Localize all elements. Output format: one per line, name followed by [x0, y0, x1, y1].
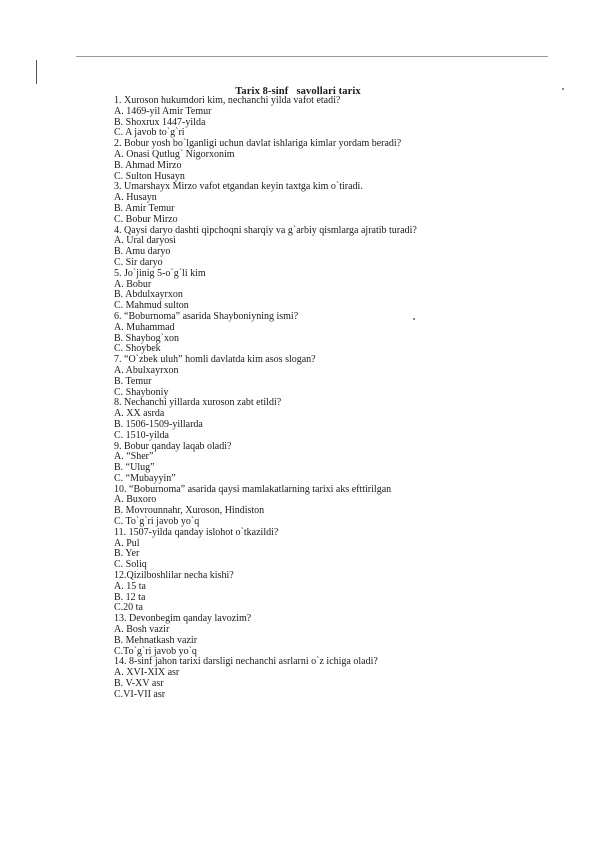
answer-option: B. Shaybog`xon	[114, 332, 179, 344]
answer-option: C. Soliq	[114, 559, 147, 571]
answer-option: B. Amir Temur	[114, 202, 175, 214]
page-title: Tarix 8-sinf savollari tarix	[235, 86, 361, 97]
question-text: 3. Umarshayx Mirzo vafot etgandan keyin taxtga kim o`tiradi.	[114, 181, 363, 193]
question-text: 5. Jo`jinig 5-o`g`li kim	[114, 267, 206, 279]
answer-option: C. 1510-yilda	[114, 429, 169, 441]
scan-border-top	[76, 56, 548, 57]
answer-option: C. Shayboniy	[114, 386, 169, 398]
answer-option: A. Bosh vazir	[114, 624, 170, 636]
answer-option: A. Ural daryosi	[114, 235, 176, 247]
answer-option: A. Muhammad	[114, 321, 175, 333]
answer-option: A. Buxoro	[114, 494, 157, 506]
answer-option: C.VI-VII asr	[114, 688, 166, 700]
question-text: 10. “Boburnoma” asarida qaysi mamlakatlarning tarixi aks efttirilgan	[114, 483, 392, 495]
question-text: 6. “Boburnoma” asarida Shayboniyning ismi?	[114, 310, 299, 322]
answer-option: A. Abulxayrxon	[114, 364, 179, 376]
answer-option: A. XVI-XIX asr	[114, 667, 180, 679]
answer-option: C. To`g`ri javob yo`q	[114, 516, 200, 528]
answer-option: B. Shoxrux 1447-yilda	[114, 116, 206, 128]
answer-option: B. Yer	[114, 548, 140, 560]
answer-option: C.20 ta	[114, 602, 143, 614]
answer-option: A. 1469-yil Amir Temur	[114, 105, 212, 117]
question-text: 1. Xuroson hukumdori kim, nechanchi yilda vafot etadi?	[114, 95, 341, 106]
answer-option: C. Sir daryo	[114, 256, 163, 268]
question-text: 4. Qaysi daryo dashti qipchoqni sharqiy va g`arbiy qismlarga ajratib turadi?	[114, 224, 417, 236]
question-text: 13. Devonbegim qanday lavozim?	[114, 613, 252, 625]
question-text: 11. 1507-yilda qanday islohot o`tkazildi?	[114, 526, 279, 538]
answer-option: A. Husayn	[114, 192, 157, 204]
answer-option: C. “Mubayyin”	[114, 472, 176, 484]
answer-option: A. Onasi Qutlug` Nigorxonim	[114, 148, 235, 160]
answer-option: B. Ahmad Mirzo	[114, 159, 182, 171]
question-text: 9. Bobur qanday laqab oladi?	[114, 440, 232, 452]
answer-option: B. Abdulxayrxon	[114, 289, 183, 301]
answer-option: C. Shoybek	[114, 343, 161, 355]
question-text: 12.Qizilboshlilar necha kishi?	[114, 570, 234, 582]
answer-option: A. 15 ta	[114, 580, 146, 592]
answer-option: B. V-XV asr	[114, 678, 164, 690]
answer-option: A. Bobur	[114, 278, 152, 290]
answer-option: C. Mahmud sulton	[114, 300, 189, 312]
answer-option: B. Amu daryo	[114, 246, 171, 258]
answer-option: B. Mehnatkash vazir	[114, 634, 198, 646]
answer-option: B. “Ulug”	[114, 462, 155, 474]
answer-option: B. Movrounnahr, Xuroson, Hindiston	[114, 505, 265, 517]
scan-border-left	[36, 60, 37, 84]
question-list	[114, 96, 544, 701]
question-text: 8. Nechanchi yillarda xuroson zabt etildi?	[114, 397, 282, 409]
answer-option: C.To`g`ri javob yo`q	[114, 645, 197, 657]
answer-option: A. Pul	[114, 537, 140, 549]
answer-option: C. Sulton Husayn	[114, 170, 185, 182]
answer-option: A. XX asrda	[114, 408, 165, 420]
question-text: 14. 8-sinf jahon tarixi darsligi nechanchi asrlarni o`z ichiga oladi?	[114, 656, 378, 668]
answer-option: C. A javob to`g`ri	[114, 127, 185, 139]
answer-option: B. 1506-1509-yillarda	[114, 418, 203, 430]
answer-option: B. 12 ta	[114, 591, 146, 603]
answer-option: B. Temur	[114, 375, 152, 387]
question-text: 2. Bobur yosh bo`lganligi uchun davlat ishlariga kimlar yordam beradi?	[114, 138, 402, 150]
answer-option: A. “Sher”	[114, 451, 154, 463]
answer-option: C. Bobur Mirzo	[114, 213, 178, 225]
question-text: 7. “O`zbek uluh” homli davlatda kim asos slogan?	[114, 354, 316, 366]
